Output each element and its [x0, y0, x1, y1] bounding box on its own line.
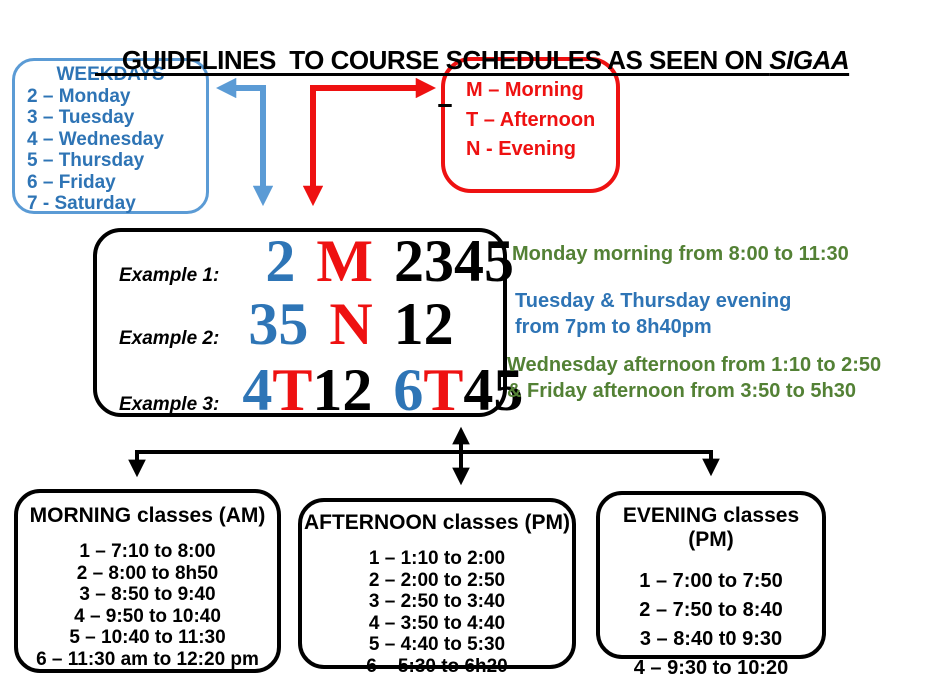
afternoon-slot-1: 1 – 1:10 to 2:00	[368, 548, 506, 569]
example-3-period-code-a: T	[272, 357, 313, 423]
weekday-item-friday: 6 – Friday	[27, 171, 116, 193]
example-3-slot-code-b: 45	[463, 357, 524, 423]
afternoon-slot-5: 5 – 4:40 to 5:30	[368, 634, 506, 655]
example-row-3	[119, 357, 524, 423]
afternoon-slot-4: 4 – 3:50 to 4:40	[368, 612, 506, 634]
morning-slot-5: 5 – 10:40 to 11:30	[69, 627, 226, 648]
weekdays-box-title: WEEKDAYS	[56, 64, 165, 85]
example-1-label: Example 1:	[119, 265, 220, 286]
evening-slot-2: 2 – 7:50 to 8:40	[639, 599, 783, 621]
example-3-weekday-code-b: 6	[393, 357, 424, 423]
evening-slot-4: 4 – 9:30 to 10:20	[633, 657, 789, 679]
afternoon-slot-6: 6 – 5:30 to 6h20	[366, 655, 508, 677]
evening-box-title: EVENING classes (PM)	[622, 504, 800, 551]
annotation-line: from 7pm to 8h40pm	[515, 316, 712, 338]
example-3-code	[242, 357, 524, 423]
annotation-monday-morning	[512, 241, 849, 267]
weekday-item-monday: 2 – Monday	[27, 85, 131, 107]
weekday-item-saturday: 7 - Saturday	[27, 193, 136, 214]
example-1-code	[265, 228, 514, 294]
annotation-wednesday-friday-afternoon	[507, 352, 881, 404]
annotation-line: Tuesday & Thursday evening	[515, 290, 792, 312]
morning-slot-list	[18, 541, 277, 670]
period-item-evening: N - Evening	[466, 138, 577, 160]
example-3-label: Example 3:	[119, 394, 220, 415]
morning-slot-1: 1 – 7:10 to 8:00	[79, 541, 216, 562]
morning-classes-box	[14, 489, 281, 673]
morning-slot-6: 6 – 11:30 am to 12:20 pm	[36, 648, 259, 670]
morning-box-title: MORNING classes (AM)	[29, 504, 266, 527]
afternoon-slot-3: 3 – 2:50 to 3:40	[368, 591, 506, 612]
annotation-line: Wednesday afternoon from 1:10 to 2:50	[507, 354, 882, 376]
afternoon-slot-list	[302, 548, 572, 677]
examples-box	[93, 228, 524, 423]
evening-slot-3: 3 – 8:40 t0 9:30	[639, 628, 783, 650]
example-3-period-code-b: T	[423, 357, 464, 423]
evening-slot-list	[600, 567, 822, 683]
example-1-weekday-code: 2	[265, 228, 317, 294]
page-title-text: GUIDELINES TO COURSE SCHEDULES AS SEEN ON	[121, 45, 770, 75]
example-row-1	[119, 228, 514, 294]
morning-slot-2: 2 – 8:00 to 8h50	[76, 562, 219, 584]
schedule-branch-connector	[137, 452, 711, 472]
page-title	[95, 14, 850, 107]
weekday-item-wednesday: 4 – Wednesday	[27, 128, 164, 150]
weekday-item-thursday: 5 – Thursday	[27, 150, 145, 171]
example-2-code	[248, 291, 454, 357]
morning-slot-3: 3 – 8:50 to 9:40	[79, 584, 216, 605]
afternoon-box-title: AFTERNOON classes (PM)	[303, 511, 571, 534]
weekday-item-tuesday: 3 – Tuesday	[27, 107, 135, 128]
example-2-slot-code: 12	[393, 291, 454, 357]
afternoon-classes-box	[298, 498, 576, 677]
annotation-line: & Friday afternoon from 3:50 to 5h30	[507, 380, 856, 402]
page-title-emphasis: SIGAA	[769, 45, 850, 75]
afternoon-slot-2: 2 – 2:00 to 2:50	[368, 569, 506, 591]
period-item-afternoon: T – Afternoon	[466, 108, 596, 131]
example-row-2	[119, 291, 454, 357]
example-2-weekday-code: 35	[248, 291, 330, 357]
example-3-weekday-code-a: 4	[242, 357, 273, 423]
annotation-tuesday-thursday-evening	[515, 288, 791, 340]
morning-slot-4: 4 – 9:50 to 10:40	[74, 605, 221, 627]
period-item-morning: M – Morning	[466, 79, 584, 101]
evening-slot-1: 1 – 7:00 to 7:50	[639, 570, 783, 592]
example-1-slot-code: 2345	[393, 228, 514, 294]
evening-classes-box	[596, 491, 826, 679]
example-3-slot-code-a: 12	[312, 357, 394, 423]
example-1-period-code: M	[316, 228, 394, 294]
annotation-line: Monday morning from 8:00 to 11:30	[512, 243, 849, 265]
example-2-period-code: N	[329, 291, 394, 357]
example-2-label: Example 2:	[119, 328, 220, 349]
